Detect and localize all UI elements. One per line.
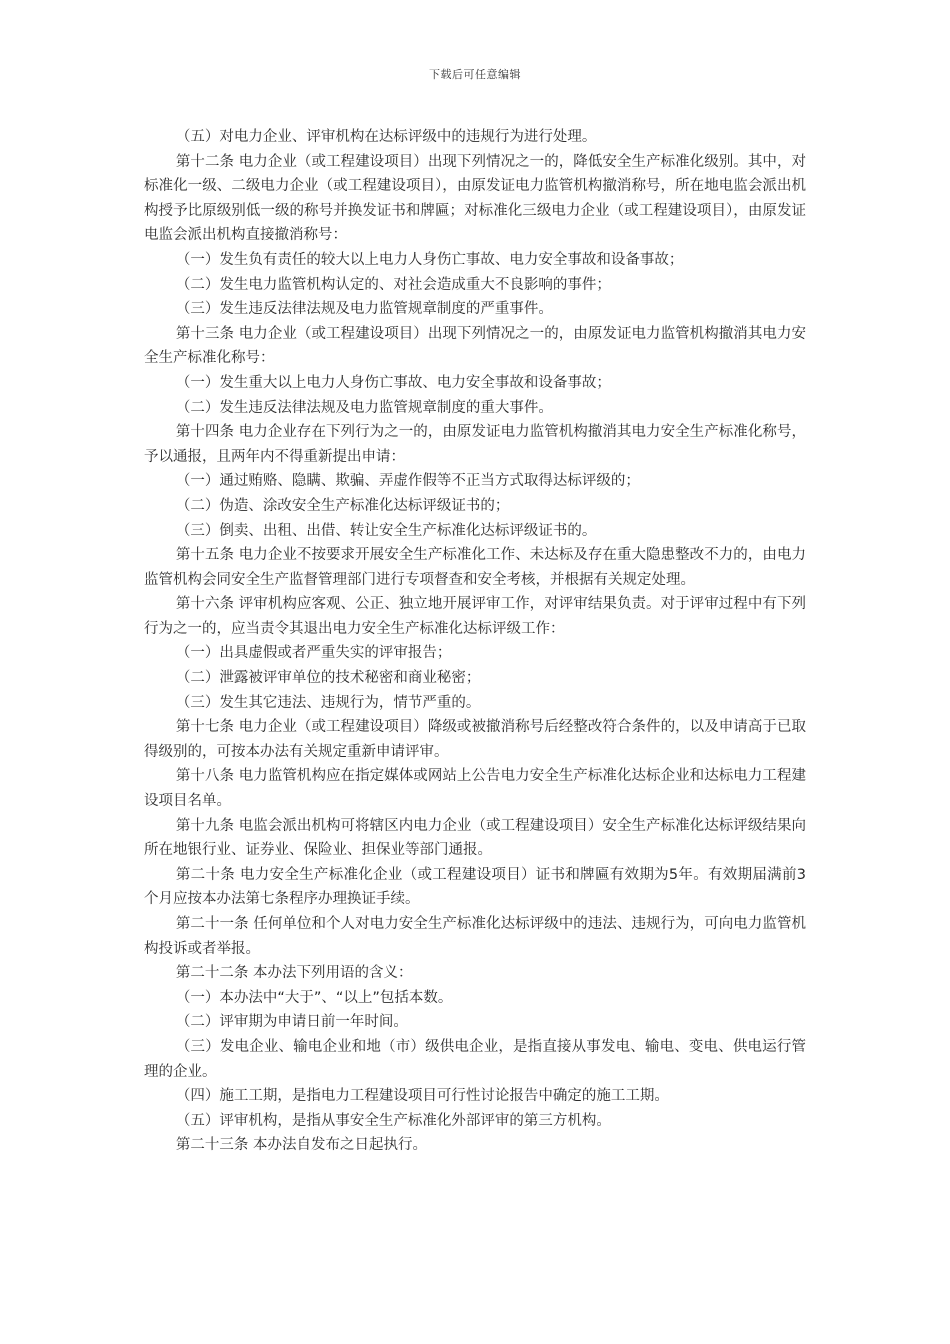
article-12-item-1: （一）发生负有责任的较大以上电力人身伤亡事故、电力安全事故和设备事故；: [175, 251, 684, 268]
article-22-item-2: （二）评审期为申请日前一年时间。: [175, 1014, 408, 1031]
article-12-item-3: （三）发生违反法律法规及电力监管规章制度的严重事件。: [175, 301, 553, 318]
article-15: 第十五条 电力企业不按要求开展安全生产标准化工作、未达标及存在重大隐患整改不力的，由电力监管机构会同安全生产监督管理部门进行专项督查和安全考核，并根据有关规定处理。: [144, 547, 806, 588]
article-16-item-1: （一）出具虚假或者严重失实的评审报告；: [175, 645, 452, 662]
article-14: 第十四条 电力企业存在下列行为之一的，由原发证电力监管机构撤消其电力安全生产标准化称号，予以通报，且两年内不得重新提出申请：: [144, 424, 806, 465]
article-12-item-2: （二）发生电力监管机构认定的、对社会造成重大不良影响的事件；: [175, 276, 611, 293]
article-14-item-2: （二）伪造、涂改安全生产标准化达标评级证书的；: [175, 497, 510, 514]
article-16-item-3: （三）发生其它违法、违规行为，情节严重的。: [175, 694, 481, 711]
article-22-item-1: （一）本办法中“大于”、“以上”包括本数。: [175, 989, 453, 1006]
article-19: 第十九条 电监会派出机构可将辖区内电力企业（或工程建设项目）安全生产标准化达标评级结果向所在地银行业、证券业、保险业、担保业等部门通报。: [144, 817, 806, 859]
article-12: 第十二条 电力企业（或工程建设项目）出现下列情况之一的，降低安全生产标准化级别。其中，对标准化一级、二级电力企业（或工程建设项目），由原发证电力监管机构撤消称号，所在地电监会派出机构授予比原级别低一级的称号并换发证书和牌匾；对标准化三级电力企业（或工程建设项目），由原发证电监会派出机构直接撤消称号：: [144, 153, 806, 244]
paragraph-1: （五）对电力企业、评审机构在达标评级中的违规行为进行处理。: [175, 129, 597, 145]
article-23: 第二十三条 本办法自发布之日起执行。: [175, 1137, 427, 1154]
article-13-item-1: （一）发生重大以上电力人身伤亡事故、电力安全事故和设备事故；: [175, 374, 611, 391]
article-20: 第二十条 电力安全生产标准化企业（或工程建设项目）证书和牌匾有效期为5年。有效期届满前3个月应按本办法第七条程序办理换证手续。: [144, 866, 806, 908]
article-16-item-2: （二）泄露被评审单位的技术秘密和商业秘密；: [175, 670, 481, 687]
article-16: 第十六条 评审机构应客观、公正、独立地开展评审工作，对评审结果负责。对于评审过程中有下列行为之一的，应当责令其退出电力安全生产标准化达标评级工作：: [144, 596, 806, 637]
page-header: 下载后可任意编辑: [429, 68, 521, 81]
article-14-item-3: （三）倒卖、出租、出借、转让安全生产标准化达标评级证书的。: [175, 522, 597, 539]
article-14-item-1: （一）通过贿赂、隐瞒、欺骗、弄虚作假等不正当方式取得达标评级的；: [175, 473, 640, 490]
article-13-item-2: （二）发生违反法律法规及电力监管规章制度的重大事件。: [175, 399, 553, 416]
article-22: 第二十二条 本办法下列用语的含义：: [175, 965, 413, 982]
article-13: 第十三条 电力企业（或工程建设项目）出现下列情况之一的，由原发证电力监管机构撤消其电力安全生产标准化称号：: [144, 325, 806, 367]
article-22-item-4: （四）施工工期，是指电力工程建设项目可行性讨论报告中确定的施工工期。: [175, 1088, 669, 1105]
article-22-item-5: （五）评审机构，是指从事安全生产标准化外部评审的第三方机构。: [175, 1112, 611, 1129]
article-18: 第十八条 电力监管机构应在指定媒体或网站上公告电力安全生产标准化达标企业和达标电力工程建设项目名单。: [144, 768, 806, 810]
article-17: 第十七条 电力企业（或工程建设项目）降级或被撤消称号后经整改符合条件的，以及申请高于已取得级别的，可按本办法有关规定重新申请评审。: [144, 719, 806, 760]
document-body: [144, 125, 806, 1158]
article-22-item-3: （三）发电企业、输电企业和地（市）级供电企业，是指直接从事发电、输电、变电、供电运行管理的企业。: [144, 1038, 806, 1080]
article-21: 第二十一条 任何单位和个人对电力安全生产标准化达标评级中的违法、违规行为，可向电力监管机构投诉或者举报。: [144, 916, 806, 957]
